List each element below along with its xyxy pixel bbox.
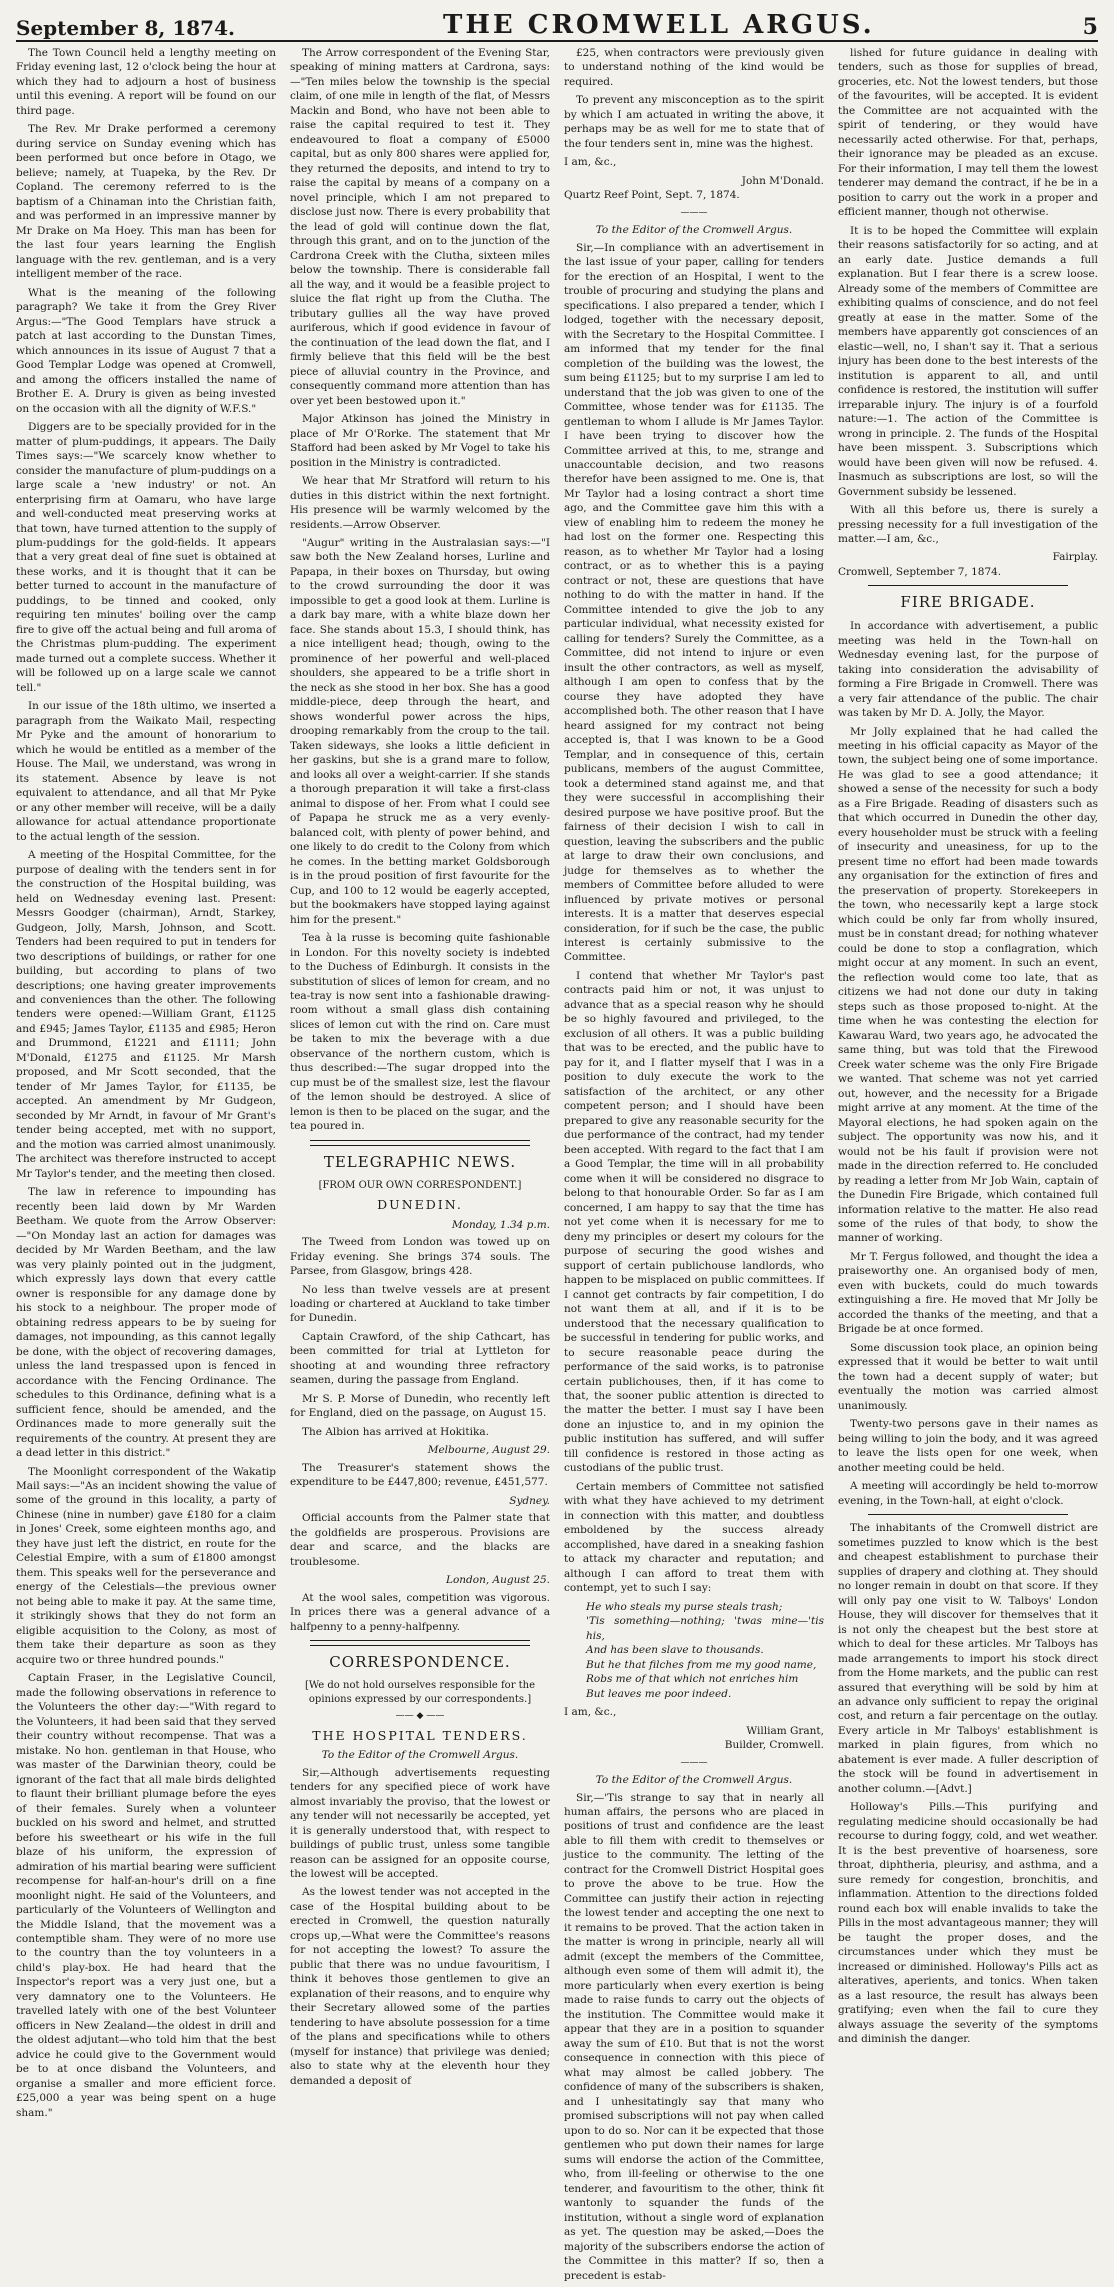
letter-place-date: Quartz Reef Point, Sept. 7, 1874.	[564, 189, 740, 202]
paragraph: Mr Jolly explained that he had called the meeting in his official capacity as Mayor of the town, the subject being one of some importance. He was glad to see a good attendance; it showed a sense of the necessity for such a body as a Fire Brigade. Reading of disasters such as that which occurred in Dunedin the other day, every householder must be struck with a feeling of insecurity and uneasiness, for up to the present time no effort had been made towards any organisation for the extinction of fires and the preservation of property. Storekeepers in the town, who necessarily kept a large stock which could be only far from wholly insured, must be in constant dread; for nothing whatever could be done to stop a conflagration, which might occur at any moment. In such an event, the reflection would come too late, that as citizens we had not done our duty in taking steps such as those proposed to-night. At the time when he was contesting the election for Kawarau Ward, two years ago, he advocated the same thing, but was told that the Firewood Creek water scheme was the only Fire Brigade we wanted. That scheme was not yet carried out, however, and the necessity for a Brigade might arrive at any moment. At the time of the Mayoral elections, he had spoken again on the subject. The opportunity was now his, and it would not be his fault if provision were not made in the direction referred to. He concluded by reading a letter from Mr Job Wain, captain of the Dunedin Fire Brigade, which contained full information relative to the matter. He also read some of the rules of that body, to show the manner of working.	[838, 725, 1098, 1245]
signature: William Grant,	[746, 1724, 824, 1737]
paragraph: To prevent any misconception as to the spirit by which I am actuated in writing the above, it perhaps may be as well for me to state that of the four tenders sent in, mine was the highest.	[564, 94, 824, 150]
section-divider	[868, 1514, 1068, 1515]
dateline-city: DUNEDIN.	[377, 1197, 463, 1213]
verse-line: 'Tis something—nothing; 'twas mine—'tis his,	[586, 1615, 824, 1642]
paragraph: The Town Council held a lengthy meeting on Friday evening last, 12 o'clock being the hour at which they had to adjourn a host of business until this evening. A report will be found on our third page.	[16, 47, 276, 117]
paragraph: It is to be hoped the Committee will explain their reasons satisfactorily for so acting, and at an early date. Justice demands a full explanation. But I fear there is a screw loose. Already some of the members of Committee are exhibiting qualms of conscience, and do not feel greatly at ease in the matter. Some of the members have apparently got consciences of an elastic—well, no, I shan't say it. That a serious injury has been done to the best interests of the institution is apparent to all, and until confidence is restored, the institution will suffer irreparable injury. The injury is of a fourfold nature:—1. The action of the Committee is wrong in principle. 2. The funds of the Hospital have been misspent. 3. Subscriptions which would have been given will now be refused. 4. Inasmuch as subscriptions are lost, so will the Government subsidy be lessened.	[838, 224, 1098, 498]
to-editor-line: To the Editor of the Cromwell Argus.	[595, 1774, 793, 1787]
paragraph: Major Atkinson has joined the Ministry in place of Mr O'Rorke. The statement that Mr Stafford had been asked by Mr Vogel to take his position in the Ministry is contradicted.	[290, 413, 550, 469]
paragraph: In our issue of the 18th ultimo, we inserted a paragraph from the Waikato Mail, respecting Mr Pyke and the amount of honorarium to which he would be entitled as a member of the House. The Mail, we understand, was wrong in its statement. Absence by leave is not equivalent to attendance, and all that Mr Pyke or any other member will receive, will be a daily allowance for actual attendance proportionate to the actual length of the session.	[16, 700, 276, 843]
column-3	[564, 46, 824, 2287]
paragraph: Tea à la russe is becoming quite fashionable in London. For this novelty society is indebted to the Duchess of Edinburgh. It consists in the substitution of slices of lemon for cream, and no tea-tray is now sent into a fashionable drawing-room without a small glass dish containing slices of lemon cut with the rind on. Care must be taken to mix the beverage with a due observance of the northern custom, which is thus described:—The sugar dropped into the cup must be of the smallest size, lest the flavour of the lemon should be destroyed. A slice of lemon is then to be placed on the sugar, and the tea poured in.	[290, 932, 550, 1133]
columns	[16, 46, 1098, 2282]
paragraph: Sir,—In compliance with an advertisement in the last issue of your paper, calling for tenders for the erection of an Hospital, I went to the trouble of procuring and studying the plans and specifications. I also prepared a tender, which I lodged, together with the necessary deposit, with the Secretary to the Hospital Committee. I am informed that my tender for the final completion of the building was the lowest, the sum being £1125; but to my surprise I am led to understand that the job was given to one of the Committee, whose tender was for £1135. The gentleman to whom I allude is Mr James Taylor. I have been trying to discover how the Committee arrived at this, to me, strange and unaccountable decision, and two reasons therefor have been assigned to me. One is, that Mr Taylor had a losing contract a short time ago, and the Committee gave him this with a view of enabling him to redeem the money he had lost on the former one. Respecting this reason, as to whether Mr Taylor had a losing contract, or as to whether this is a paying contract or not, these are questions that have nothing to do with the matter in hand. If the Committee intended to give the job to any particular individual, what necessity existed for calling for tenders? Surely the Committee, as a Committee, did not intend to injure or even insult the other contractors, as well as myself, although I am open to confess that by the course they have adopted they have accomplished both. The other reason that I have heard assigned for my contract not being accepted is, that I was known to be a Good Templar, and in consequence of this, certain publicans, members of the august Committee, took a determined stand against me, and that they were successful in accomplishing their desired purpose we have positive proof. But the fairness of their decision I wish to call in question, leaving the subscribers and the public at large to draw their own conclusions, and judge for themselves as to whether the members of Committee before alluded to were influenced by private motives or personal interests. It is a matter that deserves especial consideration, for if such be the case, the public interest is certainly submissive to the Committee.	[564, 241, 824, 964]
paragraph: Mr T. Fergus followed, and thought the idea a praiseworthy one. An organised body of men, even with buckets, could do much towards extinguishing a fire. He moved that Mr Jolly be accorded the thanks of the meeting, and that a Brigade be at once formed.	[838, 1250, 1098, 1336]
dateline-city: Melbourne, August 29.	[427, 1444, 550, 1457]
closing: I am, &c.,	[564, 156, 617, 169]
column-1	[16, 46, 276, 2287]
news-item: The Tweed from London was towed up on Friday evening. She brings 374 souls. The Parsee, from Glasgow, brings 428.	[290, 1236, 550, 1278]
ornament-divider: ———	[680, 207, 708, 218]
verse-line: But leaves me poor indeed.	[586, 1687, 732, 1700]
news-item: Captain Crawford, of the ship Cathcart, has been committed for trial at Lyttleton for shooting at and wounding three refractory seamen, during the passage from England.	[290, 1330, 550, 1387]
paragraph: "Augur" writing in the Australasian says:—"I saw both the New Zealand horses, Lurline and Papapa, in their boxes on Thursday, but owing to the crowd surrounding the door it was impossible to get a good look at them. Lurline is a dark bay mare, with a white blaze down her face. She stands about 15.3, I should think, has a nice intelligent head; though, owing to the prominence of her powerful and well-placed shoulders, she appeared to be a trifle short in the neck as she stood in her box. She has a good middle-piece, deep through the heart, and shows wonderful power across the hips, drooping remarkably from the croup to the tail. Taken sideways, she looks a little deficient in her gaskins, but she is a grand mare to follow, and looks all over a weight-carrier. If she stands a thorough preparation it will take a first-class animal to dispose of her. From what I could see of Papapa he struck me as a very evenly-balanced colt, with plenty of power behind, and one likely to do credit to the Colony from which he comes. In the betting market Goldsborough is in the proud position of first favourite for the Cup, and 100 to 12 would be eagerly accepted, but the bookmakers have stopped laying against him for the present."	[290, 536, 550, 926]
advertisement-paragraph: The inhabitants of the Cromwell district are sometimes puzzled to know which is the best and cheapest establishment to purchase their supplies of drapery and clothing at. They should no longer remain in doubt on that score. If they will only pay one visit to W. Talboys' London House, they will discover for themselves that it is not only the cheapest but the best store at which to deal for these articles. Mr Talboys has made arrangements to import his stock direct from the Home markets, and the public can rest assured that everything will be sold by him at an advance only sufficient to repay the original cost, and return a fair percentage on the outlay. Every article in Mr Talboys' establishment is marked in plain figures, from which no abatement is ever made. A fuller description of the stock will be found in advertisement in another column.—[Advt.]	[838, 1522, 1098, 1795]
paragraph: £25, when contractors were previously given to understand nothing of the kind would be required.	[564, 47, 824, 88]
section-divider	[310, 1140, 530, 1146]
news-item: No less than twelve vessels are at present loading or chartered at Auckland to take timber for Dunedin.	[290, 1283, 550, 1325]
news-item: At the wool sales, competition was vigorous. In prices there was a general advance of a halfpenny to a penny-halfpenny.	[290, 1591, 550, 1633]
page-number: 5	[1082, 14, 1098, 40]
paragraph: The law in reference to impounding has recently been laid down by Mr Warden Beetham. We quote from the Arrow Observer:—"On Monday last an action for damages was decided by Mr Warden Beetham, and the law was very plainly pointed out in the judgment, which expressly lays down that every cattle owner is responsible for any damage done by his stock to a neighbour. The proper mode of obtaining redress appears to be by sueing for damages, not impounding, as this cannot legally be done, with the object of recovering damages, unless the land trespassed upon is fenced in accordance with the Fencing Ordinance. The schedules to this Ordinance, defining what is a sufficient fence, should be amended, and the Ordinances made to more generally suit the requirements of the country. At present they are a dead letter in this district."	[16, 1186, 276, 1460]
masthead	[16, 6, 1098, 42]
paragraph: I contend that whether Mr Taylor's past contracts paid him or not, it was unjust to advance that as a special reason why he should be so highly favoured and privileged, to the exclusion of all others. It was a public building that was to be erected, and the public have to pay for it, and I flatter myself that I was in a position to duly execute the work to the satisfaction of the architect, or any other competent person; and I should have been prepared to give any reasonable security for the due performance of the contract, had my tender been accepted. With regard to the fact that I am a Good Templar, the time will in all probability come when it will be considered no disgrace to belong to that honourable Order. So far as I am concerned, I am happy to say that the time has not yet come when it is necessary for me to deny my principles or desert my colours for the purpose of securing the good wishes and support of certain publichouse landlords, who happen to be misplaced on public committees. If I cannot get contracts by fair competition, I do not want them at all, and if it is to be understood that the necessary qualification to be successful in tendering for public works, and to secure reasonable peace during the performance of the said works, is to patronise certain publichouses, then, if it has come to that, the sooner public attention is directed to the matter the better. I must say I have been done an injustice to, and in my opinion the public institution has suffered, and will suffer till confidence is restored in those acting as custodians of the public trust.	[564, 969, 824, 1475]
paragraph: Sir,—Although advertisements requesting tenders for any specified piece of work have almost invariably the proviso, that the lowest or any tender will not necessarily be accepted, yet it is generally understood that, with respect to buildings of public trust, unless some tangible reason can be assigned for an opposite course, the lowest will be accepted.	[290, 1766, 550, 1880]
to-editor-line: To the Editor of the Cromwell Argus.	[321, 1749, 519, 1762]
letter-title: THE HOSPITAL TENDERS.	[312, 1727, 528, 1743]
column-2	[290, 46, 550, 2287]
news-item: Official accounts from the Palmer state that the goldfields are prosperous. Provisions are dear and scarce, and the blacks are troublesome.	[290, 1512, 550, 1568]
disclaimer: [We do not hold ourselves responsible for the opinions expressed by our correspondents.]	[304, 1679, 536, 1705]
paragraph: Captain Fraser, in the Legislative Council, made the following observations in reference to the Volunteers the other day:—"With regard to the Volunteers, it had been said that they served their country without recompense. That was a mistake. No hon. gentleman in that House, who was master of the Darwinian theory, could be ignorant of the fact that all male birds delighted to flaunt their brilliant plumage before the eyes of their females. Surely when a volunteer buckled on his sword and helmet, and strutted before his sweetheart or his wife in the full blaze of his uniform, the expression of admiration of his martial bearing were sufficient recompense for half-an-hour's drill on a fine moonlight night. He said of the Volunteers, and particularly of the Volunteers of Wellington and the Middle Island, that the movement was a contemptible sham. They were of no more use to the country than the toy volunteers in a child's play-box. He had heard that the Inspector's report was a very just one, but a very damnatory one to the Volunteers. He travelled lately with one of the best Volunteer officers in New Zealand—the oldest in drill and the oldest adjutant—who told him that the best advice he could give to the Government would be to at once disband the Volunteers, and organise a smaller and more efficient force. £25,000 a year was being spent on a huge sham."	[16, 1672, 276, 2119]
closing: I am, &c.,	[564, 1706, 617, 1719]
dateline-city: London, August 25.	[445, 1574, 550, 1587]
paragraph: Some discussion took place, an opinion being expressed that it would be better to wait until the town had a decent supply of water; but eventually the motion was carried almost unanimously.	[838, 1341, 1098, 1412]
paragraph: We hear that Mr Stratford will return to his duties in this district within the next fortnight. His presence will be warmly welcomed by the residents.—Arrow Observer.	[290, 475, 550, 531]
verse-line: Robs me of that which not enriches him	[586, 1673, 799, 1686]
verse-line: But he that filches from me my good name,	[586, 1658, 817, 1671]
verse-line: And has been slave to thousands.	[586, 1644, 764, 1657]
paragraph: The Arrow correspondent of the Evening Star, speaking of mining matters at Cardrona, says:—"Ten miles below the township is the special claim, of one mile in length of the flat, of Messrs Mackin and Bond, who have not been able to raise the capital required to test it. They endeavoured to float a company of £5000 capital, but as only 800 shares were applied for, they returned the deposits, and intend to try to raise the capital by means of a company on a novel principle, which I am not prepared to disclose just now. There is every probability that the lead of gold will continue down the flat, through this grant, and on to the junction of the Cardrona Creek with the Clutha, sixteen miles below the township. There is considerable fall all the way, and it would be a feasible project to sluice the flat right up from the Clutha. The tributary gullies all the way have proved auriferous, which if good evidence in favour of the continuation of the lead down the flat, and I firmly believe that this field will be the best piece of alluvial country in the Province, and consequently command more attention than has over yet been bestowed upon it."	[290, 47, 550, 407]
paragraph: Certain members of Committee not satisfied with what they have achieved to my detriment in connection with this matter, and doubtless emboldened by the success already accomplished, have dared in a sneaking fashion to attack my character and reputation; and although I can afford to treat them with contempt, yet to such I say:	[564, 1480, 824, 1595]
paragraph: Sir,—'Tis strange to say that in nearly all human affairs, the persons who are placed in positions of trust and confidence are the least able to fill them with credit to themselves or justice to the community. The letting of the contract for the Cromwell District Hospital goes to prove the above to be true. How the Committee can justify their action in rejecting the lowest tender and accepting the one next to it remains to be proved. That the action taken in the matter is wrong in principle, nearly all will admit (except the members of the Committee, although even some of them will admit it), the more particularly when every exertion is being made to raise funds to carry out the objects of the institution. The Committee would make it appear that they are in a position to squander away the sum of £10. But that is not the worst consequence in connection with this piece of what may almost be called jobbery. The confidence of many of the subscribers is shaken, and I unhesitatingly say that many who promised subscriptions will not pay when called upon to do so. Nor can it be expected that those gentlemen who put down their names for large sums will endorse the action of the Committee, who, from ill-feeling or otherwise to the one tenderer, and favouritism to the other, think fit wantonly to squander the funds of the institution, without a single word of explanation as yet. The question may be asked,—Does the majority of the subscribers endorse the action of the Committee in this matter? If so, then a precedent is estab-	[564, 1791, 824, 2282]
letter-place-date: Cromwell, September 7, 1874.	[838, 565, 1002, 578]
paragraph: The Rev. Mr Drake performed a ceremony during service on Sunday evening which has been performed but once before in Otago, we believe; namely, at Tuapeka, by the Rev. Dr Copland. The ceremony referred to is the baptism of a Chinaman into the Christian faith, and was performed in an impressive manner by Mr Drake on Ma Hoey. This man has been for the last four years learning the English language with the rev. gentleman, and is a very intelligent member of the race.	[16, 123, 276, 281]
ornament-divider: ———	[680, 1757, 708, 1768]
telegraphic-news-heading: TELEGRAPHIC NEWS.	[323, 1152, 517, 1171]
newspaper-title: THE CROMWELL ARGUS.	[442, 10, 875, 40]
verse-quotation	[586, 1600, 824, 1701]
paragraph: What is the meaning of the following paragraph? We take it from the Grey River Argus:—"The Good Templars have struck a patch at last according to the Dunstan Times, which announces in its issue of August 7 that a Good Templar Lodge was opened at Cromwell, and among the officers installed the name of Brother E. A. Drury is given as being invested on the occasion with all the dignity of W.F.S."	[16, 286, 276, 415]
signature: John M'Donald.	[741, 174, 824, 187]
section-divider	[868, 585, 1068, 586]
paragraph: Diggers are to be specially provided for in the matter of plum-puddings, it appears. The Daily Times says:—"We scarcely know whether to consider the manufacture of plum-puddings on a large scale a 'new industry' or not. An enterprising firm at Oamaru, who have large and well-conducted meat preserving works at that town, have turned attention to the supply of plum-puddings for the gold-fields. It appears that a very great deal of fine suet is obtained at these works, and it is thought that it can be better turned to account in the manufacture of puddings, to be tinned and cooked, only requiring ten minutes' boiling over the camp fire to give off the actual being and full aroma of the Christmas plum-pudding. The experiment made turned out a complete success. Whether it will be followed up on a large scale we cannot tell."	[16, 421, 276, 694]
paragraph: The Moonlight correspondent of the Wakatip Mail says:—"As an incident showing the value of some of the ground in this locality, a party of Chinese (nine in number) gave £180 for a claim in Jones' Creek, some eighteen months ago, and they have just left the district, en route for the Celestial Empire, with a sum of £1800 amongst them. This speaks well for the perseverance and energy of the Celestials—the previous owner not being able to make it pay. At the same time, it strikingly shows that they do not form an eligible acquisition to the Colony, as most of them take their departure as soon as they acquire two or three hundred pounds."	[16, 1465, 276, 1666]
paragraph: A meeting will accordingly be held to-morrow evening, in the Town-hall, at eight o'clock.	[838, 1480, 1098, 1507]
paragraph: With all this before us, there is surely a pressing necessity for a full investigation of the matter.—I am, &c.,	[838, 504, 1098, 545]
correspondence-heading: CORRESPONDENCE.	[329, 1653, 511, 1672]
news-item: Mr S. P. Morse of Dunedin, who recently left for England, died on the passage, on August 15.	[290, 1392, 550, 1420]
paragraph: In accordance with advertisement, a public meeting was held in the Town-hall on Wednesday evening last, for the purpose of taking into consideration the advisability of forming a Fire Brigade in Cromwell. There was a very fair attendance of the public. The chair was taken by Mr D. A. Jolly, the Mayor.	[838, 620, 1098, 720]
news-item: The Albion has arrived at Hokitika.	[302, 1425, 489, 1438]
ornament-divider: —— ◆ ——	[395, 1711, 445, 1722]
dateline-time: Monday, 1.34 p.m.	[451, 1218, 550, 1231]
paragraph: lished for future guidance in dealing with tenders, such as those for supplies of bread, groceries, etc. Not the lowest tenders, but those of the favourites, will be accepted. It is evident the Committee are not acquainted with the spirit of tendering, or they would have necessarily acted otherwise. For that, perhaps, their ignorance may be pleaded as an excuse. For their information, I may tell them the lowest tenderer may demand the contract, if he be in a position to carry out the work in a proper and efficient manner, though not otherwise.	[838, 47, 1098, 219]
own-correspondent-label: [FROM OUR OWN CORRESPONDENT.]	[318, 1179, 522, 1191]
section-divider	[310, 1640, 530, 1646]
verse-line: He who steals my purse steals trash;	[586, 1600, 783, 1613]
fire-brigade-heading: FIRE BRIGADE.	[900, 593, 1036, 612]
issue-date: September 8, 1874.	[16, 16, 235, 40]
news-item: The Treasurer's statement shows the expenditure to be £447,800; revenue, £451,577.	[290, 1461, 550, 1489]
to-editor-line: To the Editor of the Cromwell Argus.	[595, 224, 793, 237]
signature: Fairplay.	[1052, 551, 1098, 564]
advertisement-paragraph: Holloway's Pills.—This purifying and regulating medicine should occasionally be had recourse to during foggy, cold, and wet weather. It is the best preventive of hoarseness, sore throat, diphtheria, pleurisy, and asthma, and a sure remedy for congestion, bronchitis, and inflammation. Attention to the directions folded round each box will enable invalids to take the Pills in the most advantageous manner; they will be taught the proper doses, and the circumstances under which they must be increased or diminished. Holloway's Pills act as alteratives, aperients, and tonics. When taken as a last resource, the result has always been gratifying; even when the fail to cure they always assuage the severity of the symptoms and diminish the danger.	[838, 1801, 1098, 2046]
signature-title: Builder, Cromwell.	[724, 1739, 824, 1752]
dateline-city: Sydney.	[509, 1494, 550, 1507]
paragraph: A meeting of the Hospital Committee, for the purpose of dealing with the tenders sent in for the construction of the Hospital building, was held on Wednesday evening last. Present: Messrs Goodger (chairman), Arndt, Starkey, Gudgeon, Jolly, Marsh, Johnson, and Scott. Tenders had been required to put in tenders for two descriptions of buildings, or rather for one building, but according to plans of two descriptions; one having greater improvements and conveniences than the other. The following tenders were opened:—William Grant, £1125 and £945; James Taylor, £1135 and £985; Heron and Drummond, £1221 and £1111; John M'Donald, £1275 and £1125. Mr Marsh proposed, and Mr Scott seconded, that the tender of Mr James Taylor, for £1135, be accepted. An amendment by Mr Gudgeon, seconded by Mr Arndt, in favour of Mr Grant's tender being accepted, met with no support, and the motion was carried almost unanimously. The architect was therefore instructed to accept Mr Taylor's tender, and the meeting then closed.	[16, 849, 276, 1180]
paragraph: As the lowest tender was not accepted in the case of the Hospital building about to be erected in Cromwell, the question naturally crops up,—What were the Committee's reasons for not accepting the lowest? To assure the public that there was no undue favouritism, I think it behoves those gentlemen to give an explanation of their reasons, and to enquire why their Secretary allowed some of the parties tendering to have absolute possession for a time of the plans and specifications while to others (myself for instance) that privilege was denied; also to state why at the eleventh hour they demanded a deposit of	[290, 1886, 550, 2087]
column-4	[838, 46, 1098, 2287]
paragraph: Twenty-two persons gave in their names as being willing to join the body, and it was agreed to leave the lists open for one week, when another meeting could be held.	[838, 1418, 1098, 1474]
